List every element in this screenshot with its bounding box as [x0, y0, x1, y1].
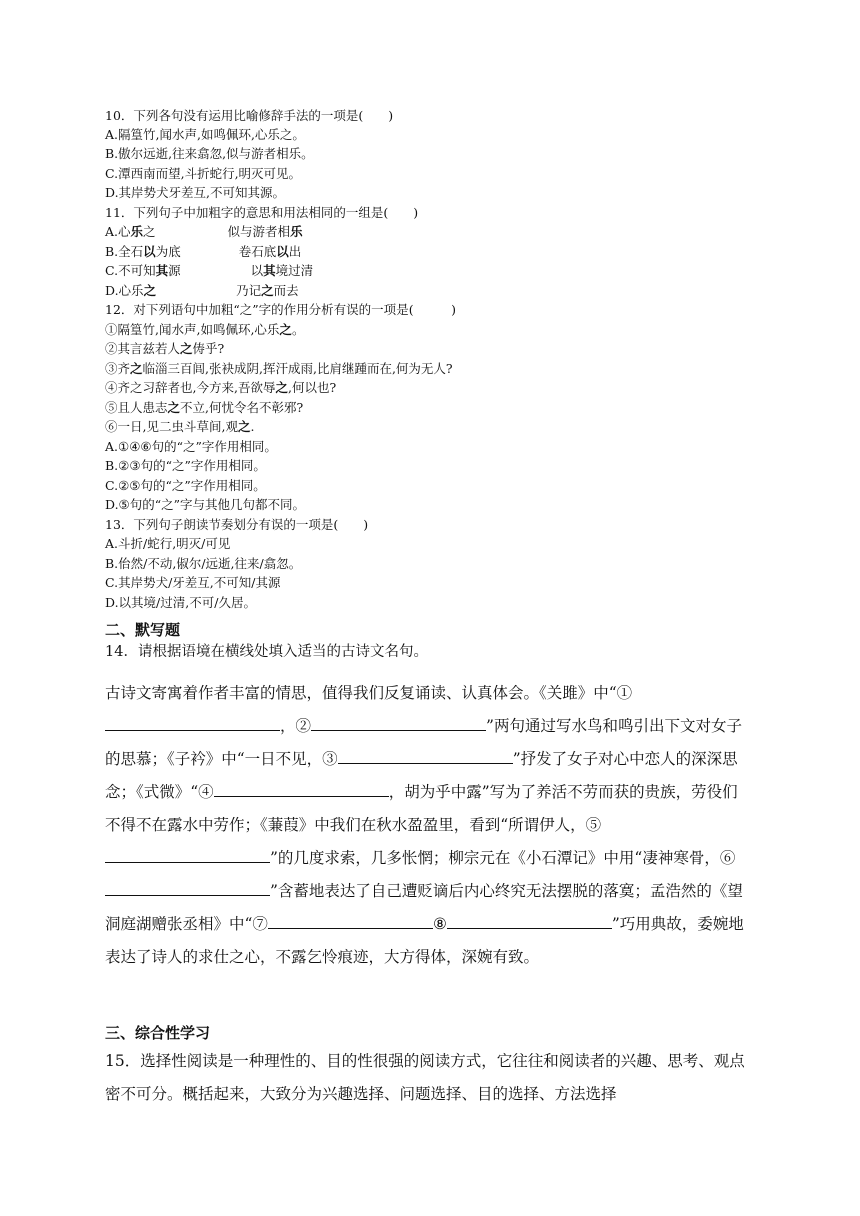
text: 以 — [250, 263, 264, 278]
blank-8[interactable] — [447, 914, 612, 929]
q11-option-c — [105, 261, 313, 280]
q10-option-d: D.其岸势犬牙差互,不可知其源。 — [105, 185, 286, 200]
text: 源 — [168, 263, 181, 278]
q13-option-b: B.佁然/不动,俶尔/远逝,往来/翕忽。 — [105, 556, 302, 571]
bold-char: 以 — [276, 244, 289, 259]
text: ”两句通过写水鸟和鸣引出下文对女子的思慕；《子衿》中“一日不见，③ — [105, 717, 742, 768]
q13-option-c: C.其岸势犬/牙差互,不可知/其源 — [105, 575, 281, 590]
text: 之 — [143, 224, 156, 239]
q14-passage — [105, 677, 745, 974]
text: 乃记 — [236, 283, 262, 298]
q10-stem: 10．下列各句没有运用比喻修辞手法的一项是( ) — [105, 108, 394, 123]
text: . — [250, 419, 255, 434]
q12-line-2 — [105, 339, 224, 358]
text: ，胡为乎中露”写为了养活不劳而获的贵族，劳役们不得不在露水中劳作；《蒹葭》中我们在秋水盈盈里，看到“所谓伊人，⑤ — [105, 783, 738, 834]
q10-option-b: B.傲尔远逝,往来翕忽,似与游者相乐。 — [105, 146, 314, 161]
text: 出 — [288, 244, 302, 259]
q11-option-a — [105, 222, 303, 241]
blank-3[interactable] — [338, 749, 513, 764]
bold-char: 其 — [263, 263, 276, 278]
q12-line-3 — [105, 359, 453, 378]
blank-5[interactable] — [105, 848, 270, 863]
text: ”的几度求索，几多怅惘；柳宗元在《小石潭记》中用“凄神寒骨，⑥ — [270, 849, 736, 867]
bold-char: 之 — [130, 361, 143, 376]
text: ，② — [280, 717, 312, 735]
text: ②其言兹若人 — [105, 341, 181, 356]
bold-char: 以 — [143, 244, 156, 259]
q12-line-4 — [105, 378, 336, 397]
bold-char: 其 — [155, 263, 169, 278]
text: B.全石 — [105, 244, 144, 259]
text: C.不可知 — [105, 263, 156, 278]
text: 而去 — [273, 283, 299, 298]
text: 临淄三百闾,张袂成阴,挥汗成雨,比肩继踵而在,何为无人? — [142, 361, 453, 376]
bold-char: 之 — [237, 419, 251, 434]
text: ,何以也? — [287, 380, 337, 395]
bold-char: 乐 — [290, 224, 303, 239]
q11-option-d — [105, 281, 299, 300]
text: ⑧ — [432, 915, 447, 933]
text: 卷石底 — [238, 244, 277, 259]
q11-stem: 11．下列句子中加粗字的意思和用法相同的一组是( ) — [105, 205, 419, 220]
text: ⑥一日,见二虫斗草间,观 — [105, 419, 238, 434]
q14-stem: 14．请根据语境在横线处填入适当的古诗文名句。 — [105, 644, 428, 660]
q12-option-d: D.⑤句的“之”字与其他几句都不同。 — [105, 497, 306, 512]
blank-4[interactable] — [214, 782, 389, 797]
q11-option-b — [105, 242, 301, 261]
q12-line-5 — [105, 398, 303, 417]
blank-2[interactable] — [311, 716, 486, 731]
blank-6[interactable] — [105, 881, 270, 896]
text: ⑤且人患志 — [105, 400, 168, 415]
text: ④齐之习辞者也,今方来,吾欲辱 — [105, 380, 276, 395]
text: D.心乐 — [105, 283, 144, 298]
text: ③齐 — [105, 361, 131, 376]
text: ”含蓄地表达了自己遭贬谪后内心终究无法摆脱的落寞；孟浩然的《望洞庭湖赠张丞相》中“⑦ — [105, 882, 743, 933]
bold-char: 乐 — [130, 224, 144, 239]
bold-char: 之 — [167, 400, 181, 415]
bold-char: 之 — [143, 283, 157, 298]
q12-line-1 — [105, 320, 304, 339]
text: 境过清 — [275, 263, 314, 278]
text: ”巧用典故，委婉地表达了诗人的求仕之心，不露乞怜痕迹，大方得体，深婉有致。 — [105, 915, 744, 966]
q12-option-b: B.②③句的“之”字作用相同。 — [105, 458, 266, 473]
blank-1[interactable] — [105, 716, 280, 731]
q10-option-c: C.潭西南而望,斗折蛇行,明灭可见。 — [105, 166, 302, 181]
q12-stem: 12．对下列语句中加粗“之”字的作用分析有误的一项是( ) — [105, 302, 456, 317]
text: 不立,何忧令名不彰邪? — [180, 400, 304, 415]
bold-char: 之 — [279, 322, 292, 337]
q15-text: 15．选择性阅读是一种理性的、目的性很强的阅读方式，它往往和阅读者的兴趣、思考、观点密不可分。概括起来，大致分为兴趣选择、问题选择、目的选择、方法选择 — [105, 1052, 745, 1103]
bold-char: 之 — [275, 380, 288, 395]
q13-option-d: D.以其境/过清,不可/久居。 — [105, 595, 256, 610]
q12-option-a: A.①④⑥句的“之”字作用相同。 — [105, 439, 277, 454]
text: 古诗文寄寓着作者丰富的情思，值得我们反复诵读、认真体会。《关雎》中“① — [105, 684, 633, 702]
section-title-3: 三、综合性学习 — [105, 1024, 211, 1042]
section-title-2: 二、默写题 — [105, 621, 181, 639]
q12-option-c: C.②⑤句的“之”字作用相同。 — [105, 478, 266, 493]
text: 。 — [291, 322, 305, 337]
bold-char: 之 — [261, 283, 274, 298]
q12-line-6 — [105, 417, 254, 436]
text: A.心 — [105, 224, 131, 239]
blank-7[interactable] — [268, 914, 433, 929]
text: ”抒发了女子对心中恋人的深深思念；《式微》“④ — [105, 750, 738, 801]
text: 为底 — [155, 244, 181, 259]
q13-option-a: A.斗折/蛇行,明灭/可见 — [105, 536, 231, 551]
q10-option-a: A.隔篁竹,闻水声,如鸣佩环,心乐之。 — [105, 127, 305, 142]
q13-stem: 13．下列句子朗读节奏划分有误的一项是( ) — [105, 517, 369, 532]
bold-char: 之 — [180, 341, 193, 356]
text: ①隔篁竹,闻水声,如鸣佩环,心乐 — [105, 322, 280, 337]
text: 似与游者相 — [227, 224, 291, 239]
text: 俦乎? — [192, 341, 225, 356]
